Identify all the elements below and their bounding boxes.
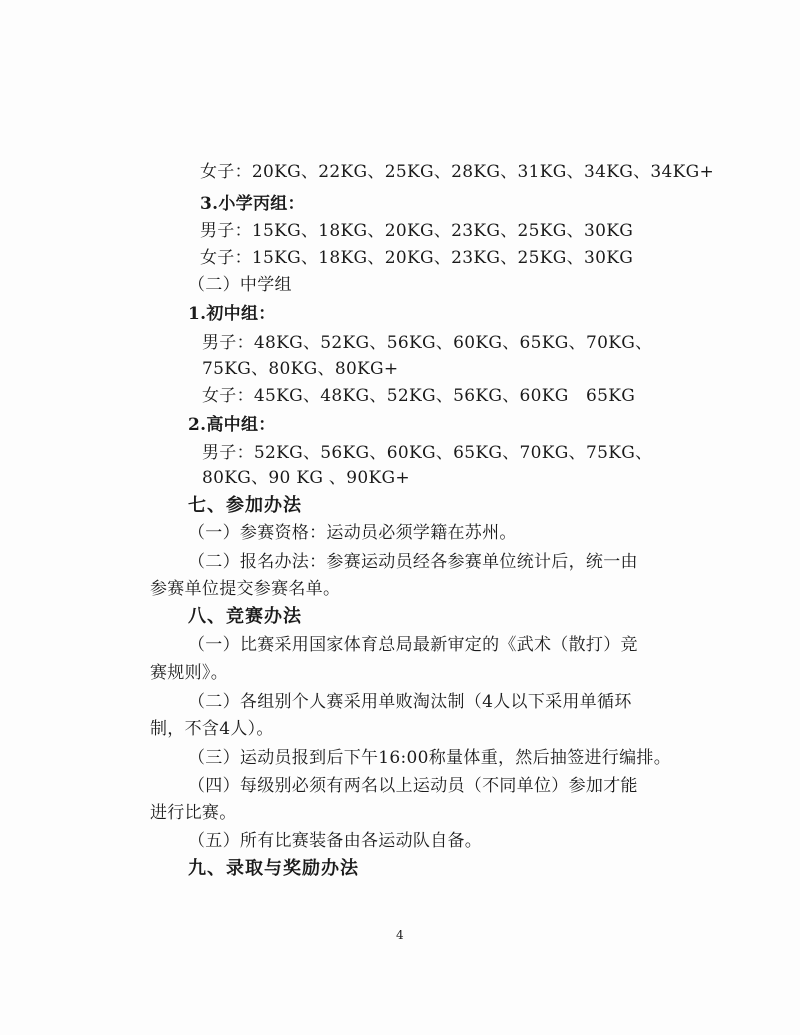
paragraph-equipment: （五）所有比赛装备由各运动队自备。 xyxy=(188,831,483,851)
page-number: 4 xyxy=(396,928,404,942)
paragraph-registration: （二）报名办法：参赛运动员经各参赛单位统计后，统一由 xyxy=(188,552,638,572)
text-line-men-senior-high: 男子：52KG、56KG、60KG、65KG、70KG、75KG、 xyxy=(202,443,653,463)
paragraph-rules-cont: 赛规则》。 xyxy=(150,663,228,683)
heading-section-9: 九、录取与奖励办法 xyxy=(188,858,359,879)
text-line-women-primary-c: 女子：15KG、18KG、20KG、23KG、25KG、30KG xyxy=(200,248,634,268)
text-line-men-junior-high-cont: 75KG、80KG、80KG+ xyxy=(202,359,399,379)
paragraph-elimination: （二）各组别个人赛采用单败淘汰制（4人以下采用单循环 xyxy=(188,692,632,712)
text-line-men-junior-high: 男子：48KG、52KG、56KG、60KG、65KG、70KG、 xyxy=(202,333,653,353)
paragraph-minimum-athletes: （四）每级别必须有两名以上运动员（不同单位）参加才能 xyxy=(188,776,638,796)
text-line-men-primary-c: 男子：15KG、18KG、20KG、23KG、25KG、30KG xyxy=(200,221,634,241)
heading-section-7: 七、参加办法 xyxy=(188,495,302,516)
text-line-men-senior-high-cont: 80KG、90 KG 、90KG+ xyxy=(202,468,410,488)
paragraph-weigh-in: （三）运动员报到后下午16:00称量体重，然后抽签进行编排。 xyxy=(188,748,671,768)
subheading-junior-high: 1.初中组： xyxy=(188,304,276,324)
subheading-senior-high: 2.高中组： xyxy=(188,415,276,435)
heading-section-8: 八、竞赛办法 xyxy=(188,606,302,627)
paragraph-minimum-athletes-cont: 进行比赛。 xyxy=(150,803,237,823)
paragraph-eligibility: （一）参赛资格：运动员必须学籍在苏州。 xyxy=(188,523,517,543)
text-line-women-primary-b: 女子：20KG、22KG、25KG、28KG、31KG、34KG、34KG+ xyxy=(200,162,715,182)
text-line-women-junior-high: 女子：45KG、48KG、52KG、56KG、60KG 65KG xyxy=(202,386,636,406)
paragraph-elimination-cont: 制，不含4人）。 xyxy=(150,719,274,739)
subheading-primary-c: 3.小学丙组： xyxy=(200,194,305,214)
paragraph-registration-cont: 参赛单位提交参赛名单。 xyxy=(150,579,341,599)
paragraph-rules: （一）比赛采用国家体育总局最新审定的《武术（散打）竞 xyxy=(188,635,638,655)
section-middle-school: （二）中学组 xyxy=(188,275,292,295)
